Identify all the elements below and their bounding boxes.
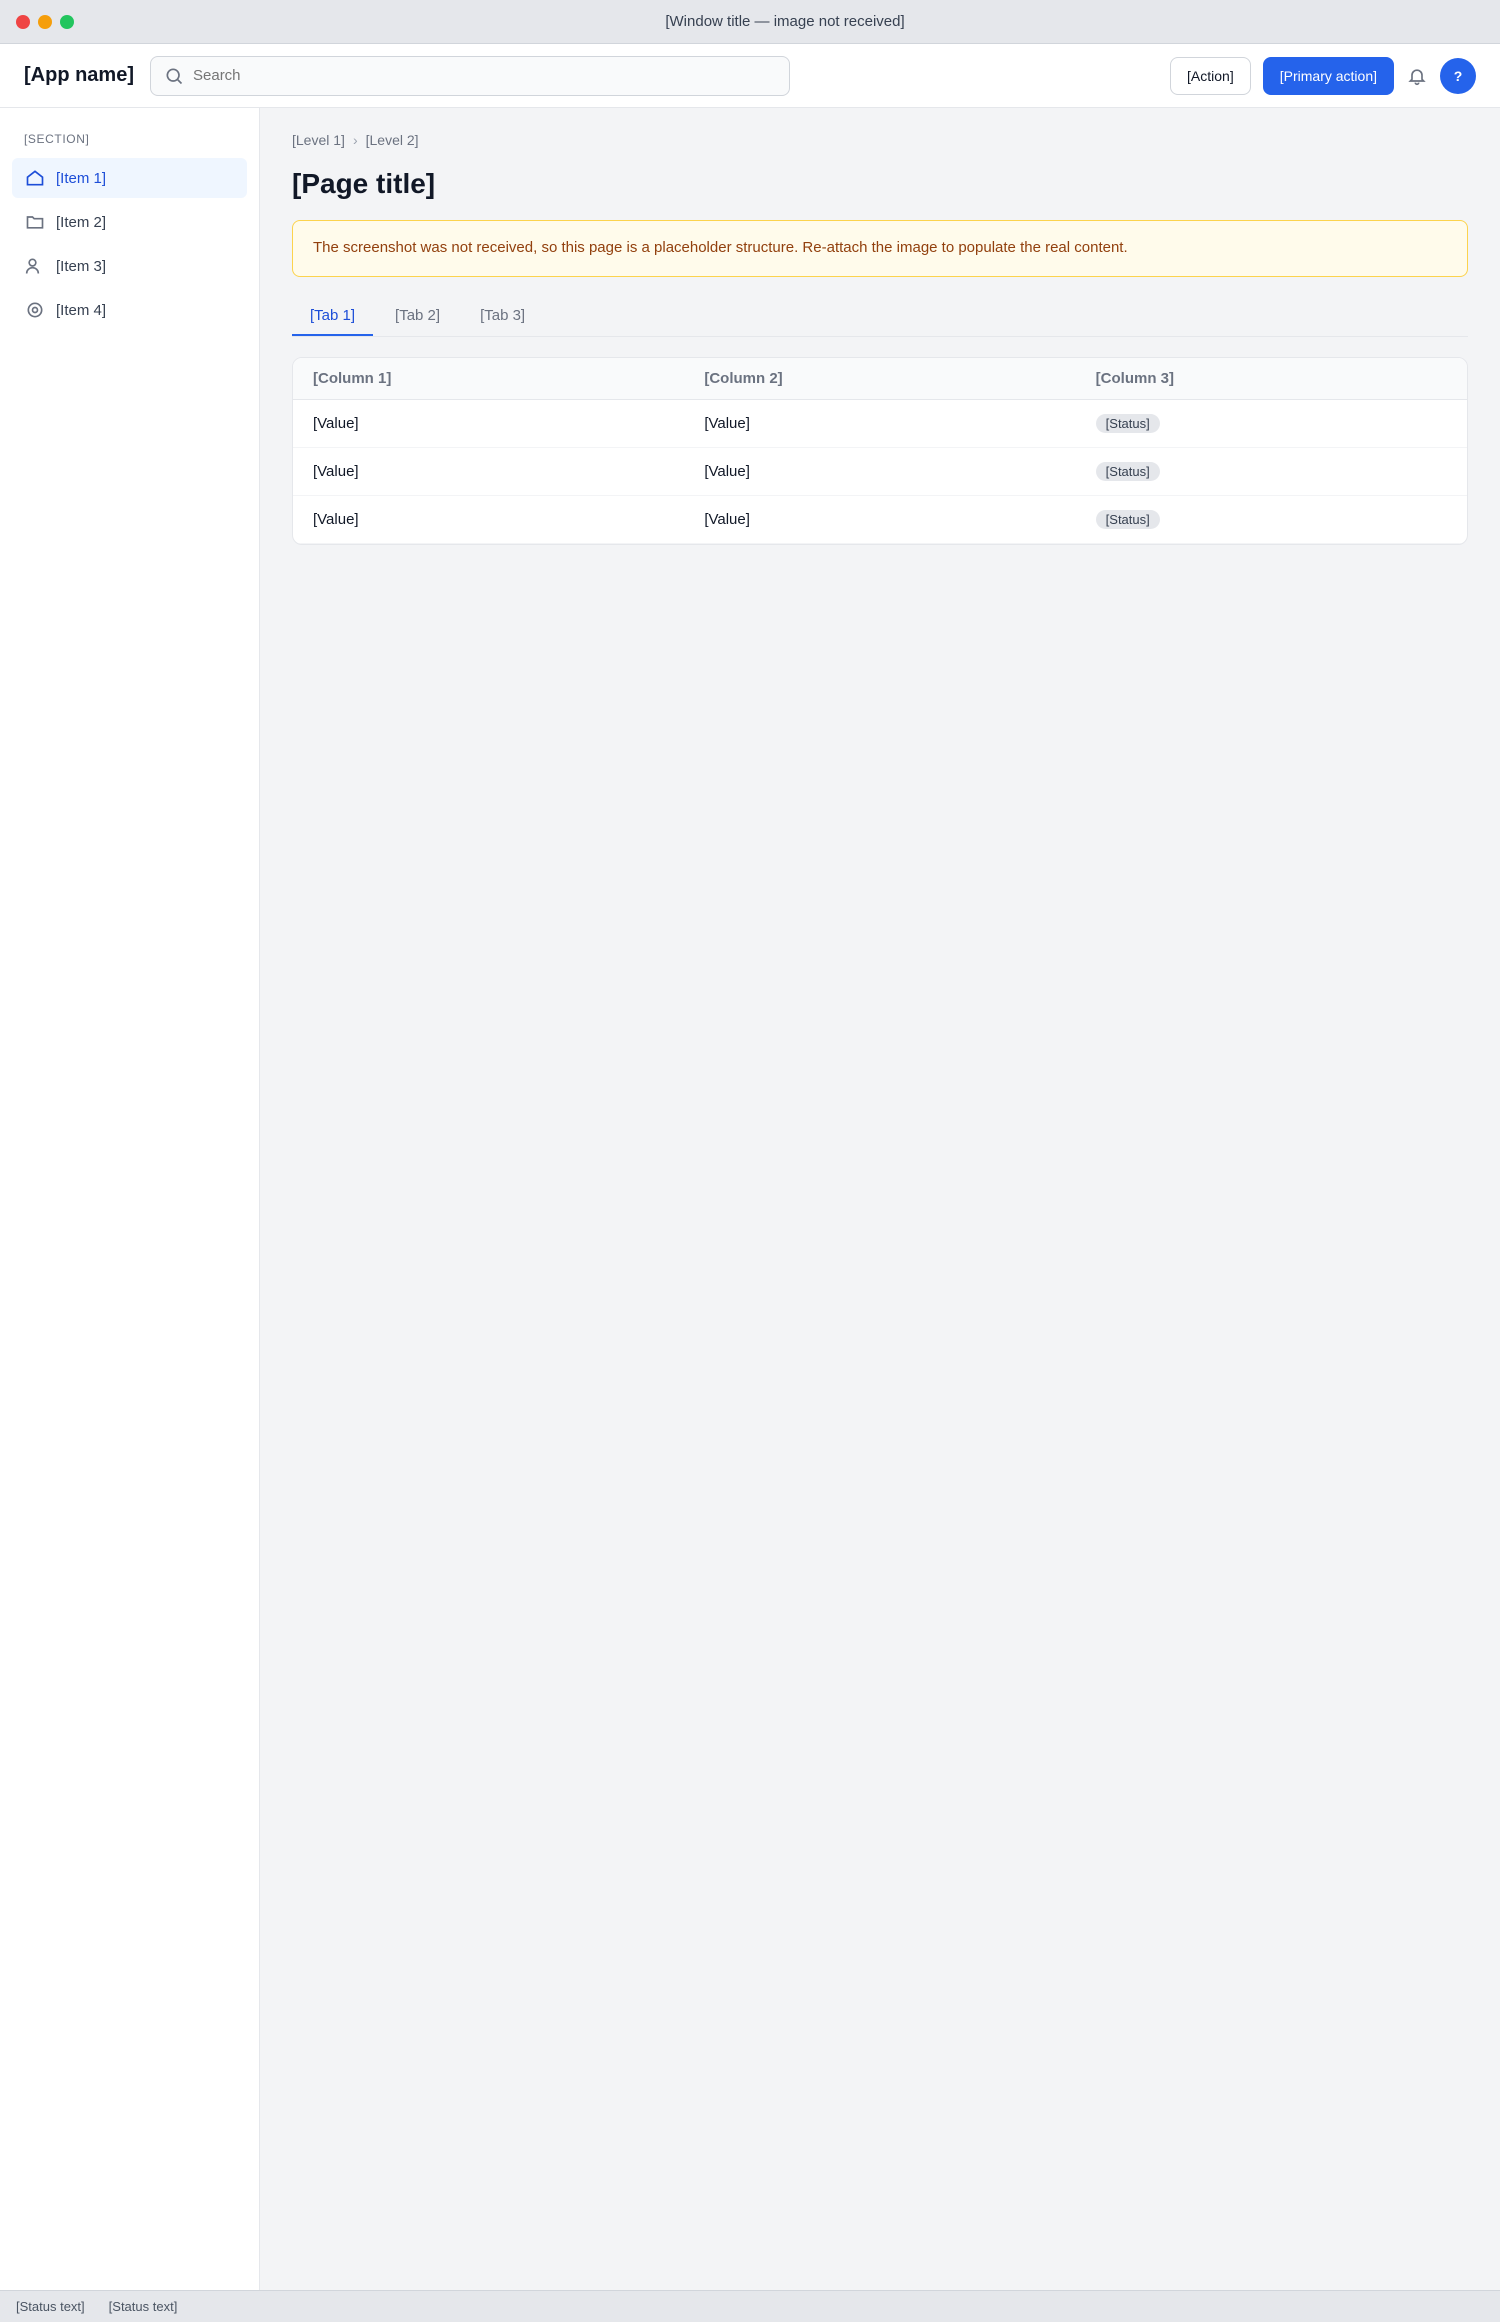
table-cell: [Value]	[293, 495, 684, 543]
column-header[interactable]: [Column 3]	[1076, 358, 1467, 400]
status-badge: [Status]	[1096, 510, 1160, 529]
header-actions	[1170, 57, 1476, 95]
sidebar-item-4[interactable]	[12, 290, 247, 330]
page-title: [Page title]	[292, 168, 436, 199]
sidebar-item-3[interactable]	[12, 246, 247, 286]
search-input[interactable]	[193, 67, 777, 84]
table-cell: [Value]	[293, 399, 684, 447]
sidebar-item-2[interactable]	[12, 202, 247, 242]
window-controls	[16, 15, 74, 29]
table-cell	[1076, 495, 1467, 543]
sidebar	[0, 108, 260, 2290]
close-window-button[interactable]	[16, 15, 30, 29]
bell-icon[interactable]	[1406, 65, 1428, 87]
home-icon	[24, 167, 46, 189]
search-box[interactable]	[150, 56, 790, 96]
avatar[interactable]: ?	[1440, 58, 1476, 94]
sidebar-item-label: [Item 4]	[56, 301, 107, 319]
primary-action-button[interactable]: [Primary action]	[1263, 57, 1394, 95]
title-bar	[0, 0, 1500, 44]
maximize-window-button[interactable]	[60, 15, 74, 29]
status-badge: [Status]	[1096, 414, 1160, 433]
breadcrumb	[292, 132, 1468, 148]
tab-3[interactable]: [Tab 3]	[480, 306, 526, 324]
tab-2[interactable]: [Tab 2]	[395, 306, 441, 324]
app-header	[0, 44, 1500, 108]
status-bar	[0, 2290, 1500, 2322]
sidebar-item-1[interactable]	[12, 158, 247, 198]
breadcrumb-item[interactable]: [Level 1]	[292, 132, 345, 148]
column-header[interactable]: [Column 1]	[293, 358, 684, 400]
table-row[interactable]	[293, 495, 1467, 543]
status-text-right: [Status text]	[108, 2299, 178, 2314]
table-cell: [Value]	[293, 447, 684, 495]
table-cell: [Value]	[684, 447, 1075, 495]
status-text-left: [Status text]	[16, 2299, 85, 2314]
sidebar-item-label: [Item 3]	[56, 257, 107, 275]
placeholder-notice: The screenshot was not received, so this page is a placeholder structure. Re-attach the image to populate the real content.	[292, 220, 1468, 277]
chevron-right-icon: ›	[352, 132, 358, 148]
gear-icon	[24, 299, 46, 321]
sidebar-item-label: [Item 1]	[56, 169, 107, 187]
secondary-action-button[interactable]: [Action]	[1170, 57, 1251, 95]
breadcrumb-item: [Level 2]	[365, 132, 419, 148]
table-cell	[1076, 399, 1467, 447]
table-row[interactable]	[293, 447, 1467, 495]
tab-1[interactable]: [Tab 1]	[292, 297, 373, 336]
sidebar-item-label: [Item 2]	[56, 213, 107, 231]
table-cell: [Value]	[684, 495, 1075, 543]
folder-icon	[24, 211, 46, 233]
data-table	[293, 358, 1467, 544]
tab-bar	[292, 297, 1468, 337]
main-content	[260, 108, 1500, 2290]
app-body	[0, 108, 1500, 2290]
search-icon	[163, 65, 185, 87]
column-header[interactable]: [Column 2]	[684, 358, 1075, 400]
table-cell	[1076, 447, 1467, 495]
table-cell: [Value]	[684, 399, 1075, 447]
app-name: [App name]	[24, 64, 134, 86]
table-header-row	[293, 358, 1467, 400]
status-badge: [Status]	[1096, 462, 1160, 481]
data-table-card	[292, 357, 1468, 545]
minimize-window-button[interactable]	[38, 15, 52, 29]
table-row[interactable]	[293, 399, 1467, 447]
window-title: [Window title — image not received]	[665, 13, 905, 30]
sidebar-heading: [SECTION]	[24, 132, 90, 146]
users-icon	[24, 255, 46, 277]
